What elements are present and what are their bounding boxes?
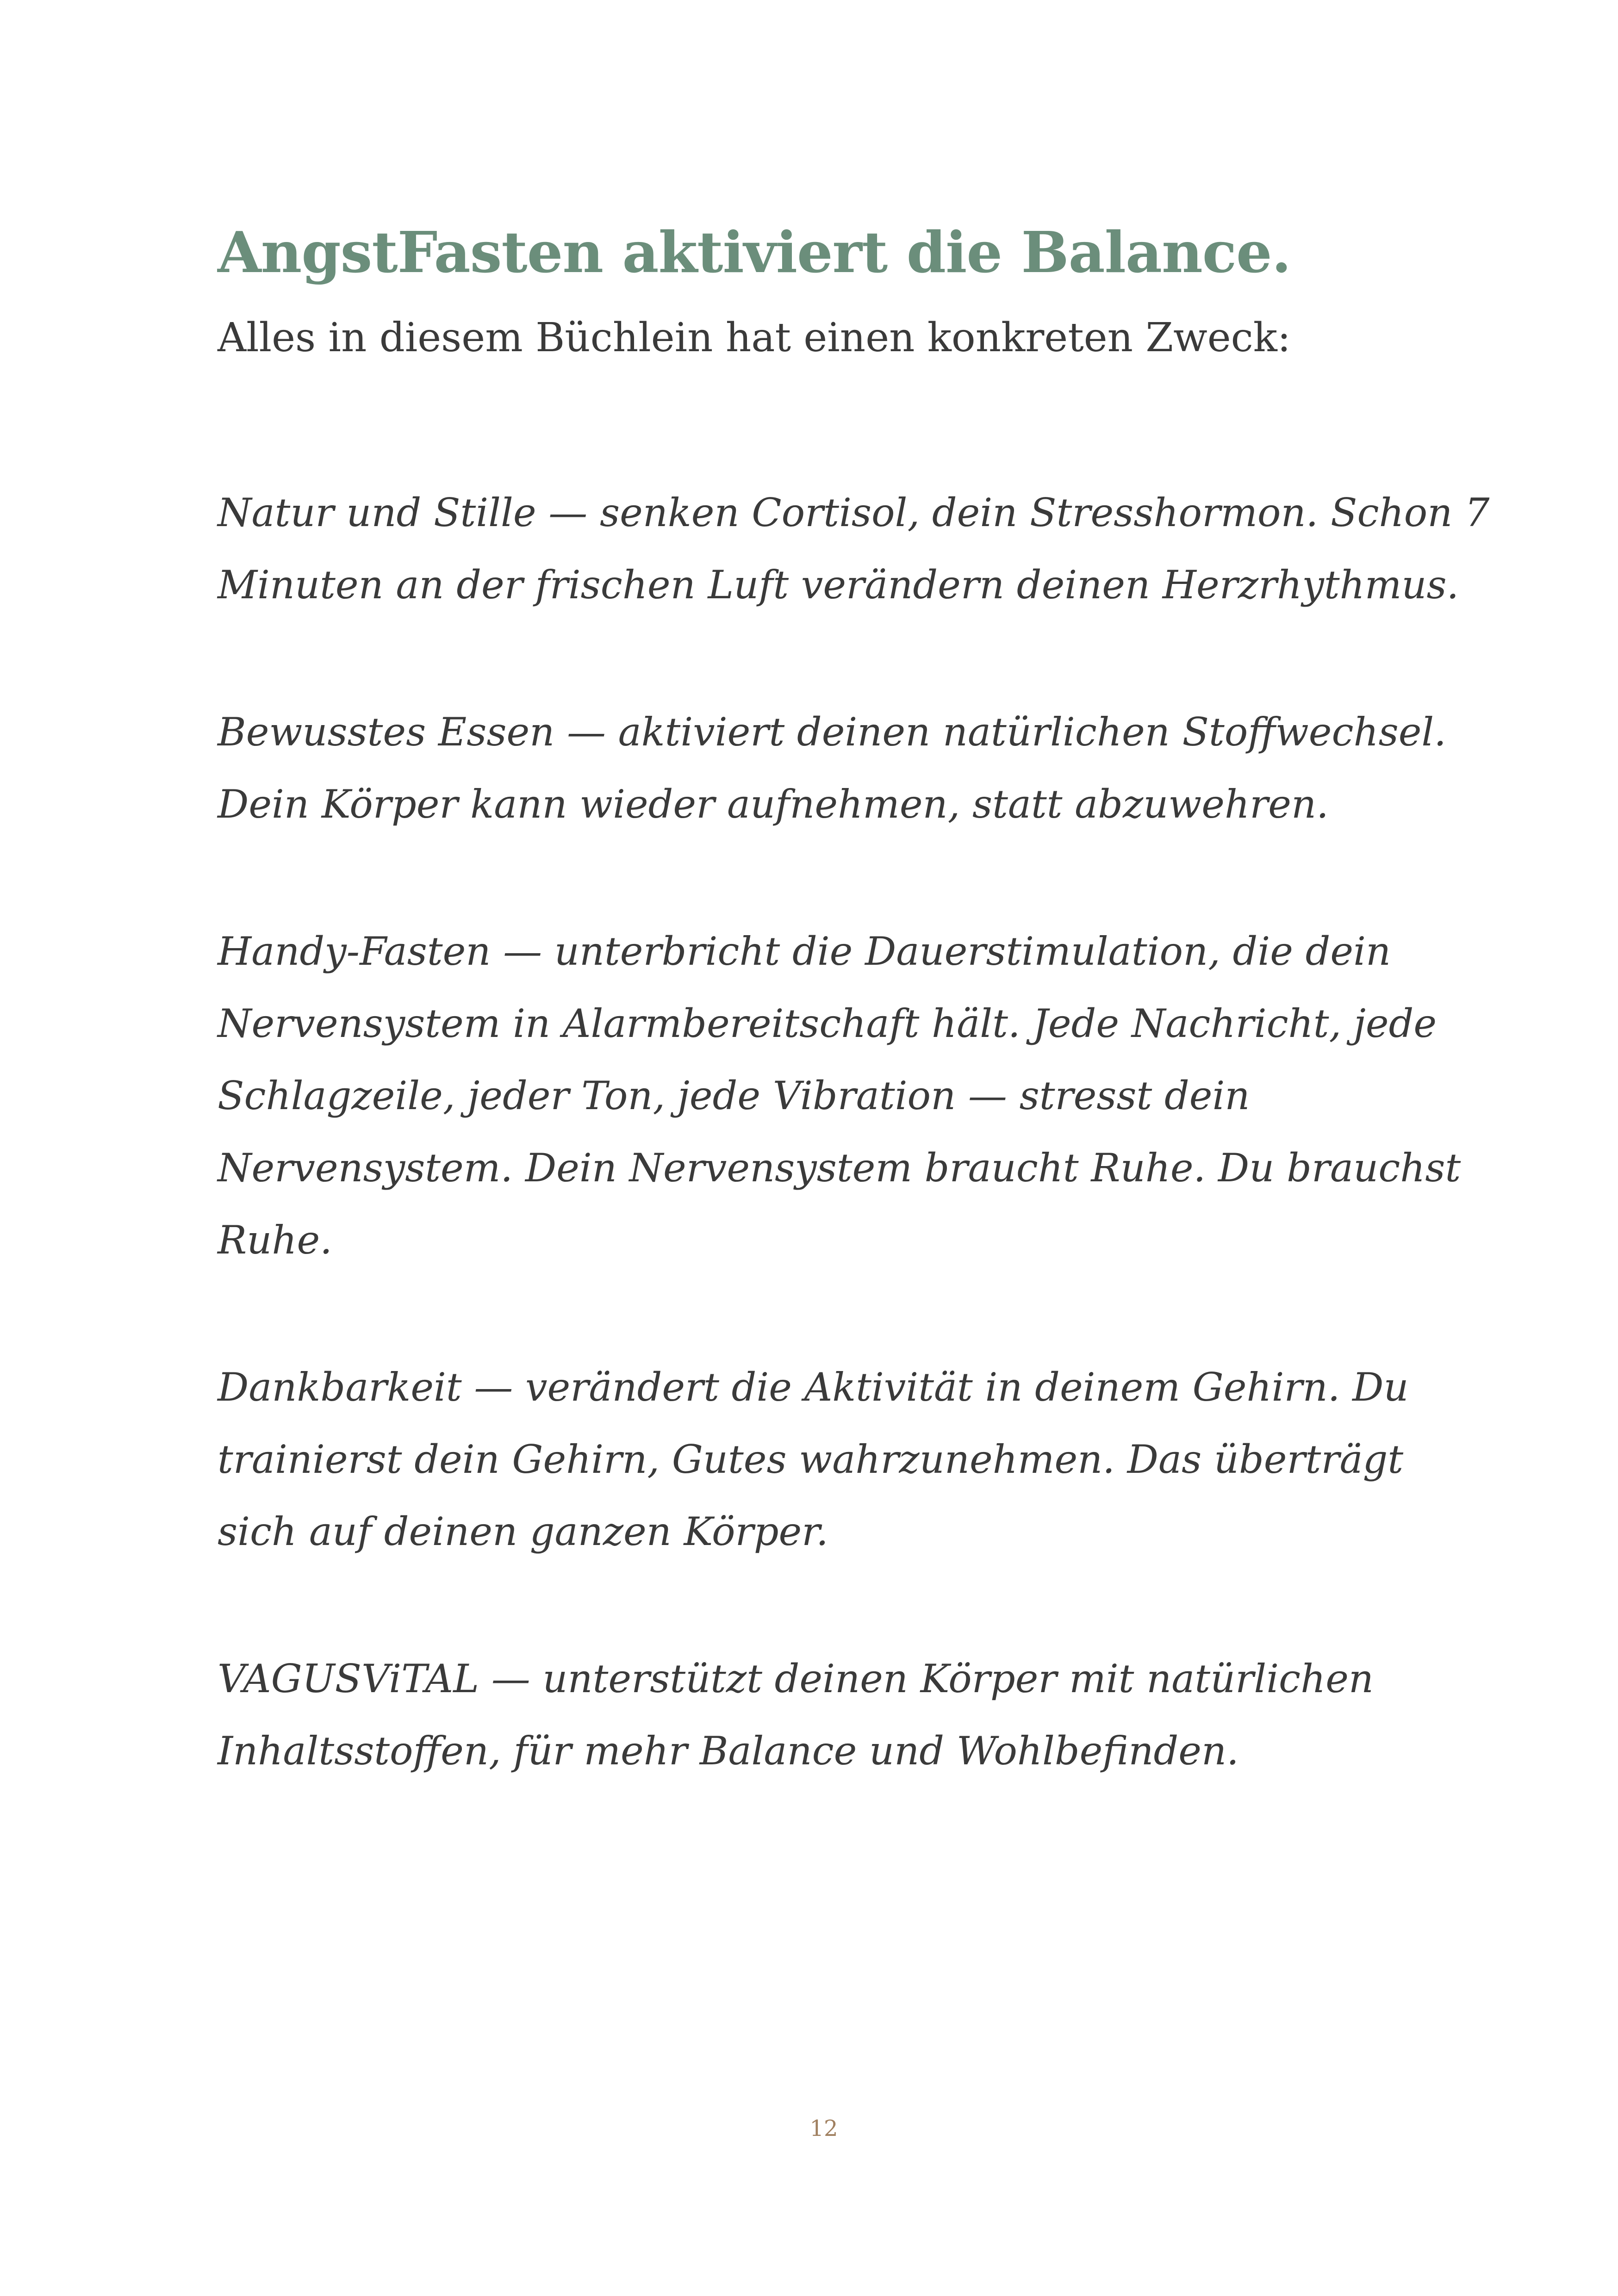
- intro-text: Alles in diesem Büchlein hat einen konkreten Zweck:: [218, 315, 1291, 361]
- text-line: Nervensystem. Dein Nervensystem braucht Ruhe. Du brauchst: [218, 1145, 1461, 1191]
- page-number: 12: [809, 2116, 838, 2141]
- text-line: Minuten an der frischen Luft verändern deinen Herzrhythmus.: [218, 562, 1459, 608]
- text-line: Schlagzeile, jeder Ton, jede Vibration — stresst dein: [218, 1073, 1250, 1118]
- text-line: Inhaltsstoffen, für mehr Balance und Wohlbefinden.: [218, 1728, 1239, 1774]
- text-line: Dankbarkeit — verändert die Aktivität in deinem Gehirn. Du: [218, 1365, 1409, 1410]
- page-title: AngstFasten aktiviert die Balance.: [218, 219, 1291, 285]
- paragraph-nature-silence: [218, 477, 1490, 621]
- text-line: trainierst dein Gehirn, Gutes wahrzunehmen. Das überträgt: [218, 1437, 1404, 1482]
- text-line: Dein Körper kann wieder aufnehmen, statt abzuwehren.: [218, 782, 1329, 827]
- text-line: Natur und Stille — senken Cortisol, dein Stresshormon. Schon 7: [218, 490, 1490, 535]
- paragraph-conscious-eating: [218, 696, 1446, 840]
- text-line: Handy-Fasten — unterbricht die Dauerstimulation, die dein: [218, 929, 1391, 974]
- paragraph-gratitude: [218, 1351, 1430, 1568]
- text-line: sich auf deinen ganzen Körper.: [218, 1509, 828, 1554]
- text-line: Ruhe.: [218, 1217, 332, 1263]
- text-line: Bewusstes Essen — aktiviert deinen natürlichen Stoffwechsel.: [218, 709, 1446, 755]
- text-line: Nervensystem in Alarmbereitschaft hält. Jede Nachricht, jede: [218, 1001, 1437, 1046]
- document-page: [218, 0, 1490, 2296]
- content-blocks: [218, 477, 1490, 1862]
- text-line: VAGUSViTAL — unterstützt deinen Körper mit natürlichen: [218, 1656, 1374, 1701]
- paragraph-phone-fasting: [218, 915, 1461, 1276]
- paragraph-vagusvital: [218, 1643, 1430, 1787]
